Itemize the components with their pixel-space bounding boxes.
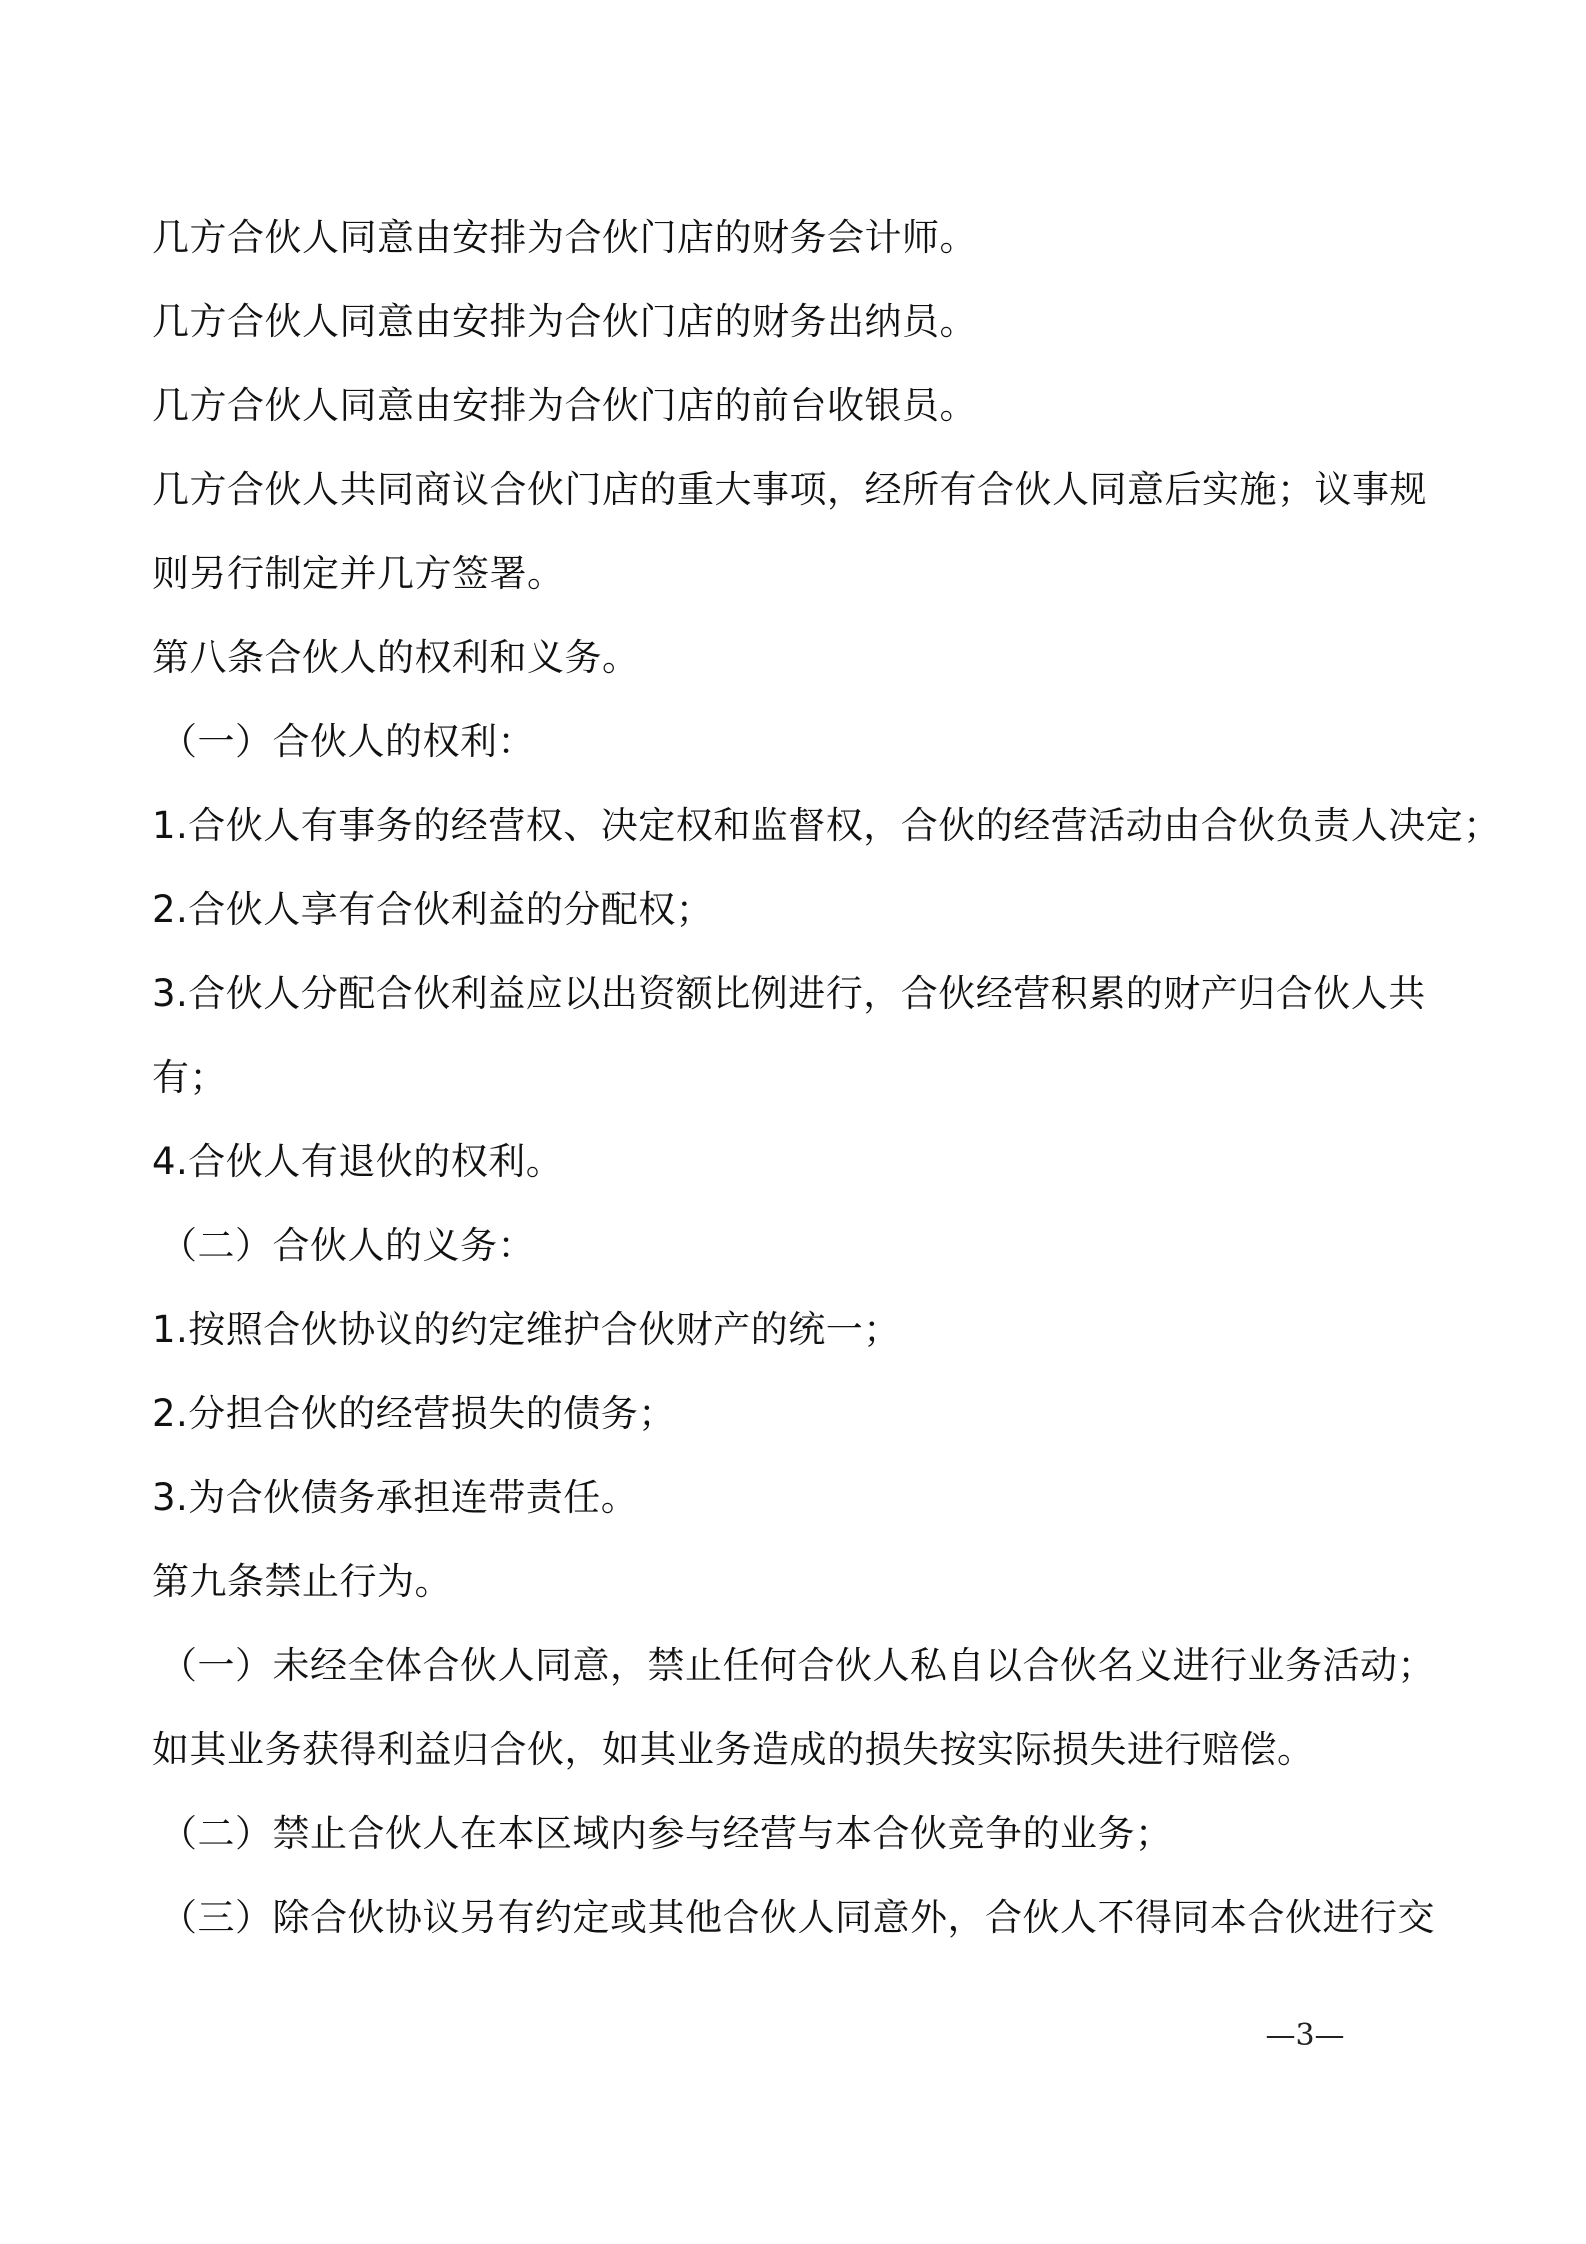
clause-item: （三）除合伙协议另有约定或其他合伙人同意外，合伙人不得同本合伙进行交 bbox=[160, 1896, 1435, 1939]
paragraph-line: 则另行制定并几方签署。 bbox=[152, 552, 565, 595]
clause-item: （一）未经全体合伙人同意，禁止任何合伙人私自以合伙名义进行业务活动； bbox=[160, 1644, 1435, 1687]
list-item: 2.合伙人享有合伙利益的分配权； bbox=[152, 888, 714, 931]
list-item: 4.合伙人有退伙的权利。 bbox=[152, 1140, 564, 1183]
section-heading: （二）合伙人的义务： bbox=[160, 1224, 535, 1267]
section-heading: （一）合伙人的权利： bbox=[160, 720, 535, 763]
page-number: —3— bbox=[1265, 2018, 1345, 2053]
list-item: 1.按照合伙协议的约定维护合伙财产的统一； bbox=[152, 1308, 901, 1351]
list-item: 3.合伙人分配合伙利益应以出资额比例进行，合伙经营积累的财产归合伙人共 bbox=[152, 972, 1426, 1015]
list-item: 2.分担合伙的经营损失的债务； bbox=[152, 1392, 676, 1435]
document-body bbox=[152, 196, 1501, 1960]
paragraph-line: 几方合伙人同意由安排为合伙门店的财务出纳员。 bbox=[152, 300, 977, 343]
clause-continuation: 如其业务获得利益归合伙，如其业务造成的损失按实际损失进行赔偿。 bbox=[152, 1728, 1315, 1771]
article-heading: 第八条合伙人的权利和义务。 bbox=[152, 636, 640, 679]
list-item: 1.合伙人有事务的经营权、决定权和监督权，合伙的经营活动由合伙负责人决定； bbox=[152, 804, 1501, 847]
list-item-continuation: 有； bbox=[152, 1056, 227, 1099]
paragraph-line: 几方合伙人共同商议合伙门店的重大事项，经所有合伙人同意后实施；议事规 bbox=[152, 468, 1427, 511]
paragraph-line: 几方合伙人同意由安排为合伙门店的前台收银员。 bbox=[152, 384, 977, 427]
paragraph-line: 几方合伙人同意由安排为合伙门店的财务会计师。 bbox=[152, 216, 977, 259]
clause-item: （二）禁止合伙人在本区域内参与经营与本合伙竞争的业务； bbox=[160, 1812, 1173, 1855]
list-item: 3.为合伙债务承担连带责任。 bbox=[152, 1476, 639, 1519]
article-heading: 第九条禁止行为。 bbox=[152, 1560, 452, 1603]
